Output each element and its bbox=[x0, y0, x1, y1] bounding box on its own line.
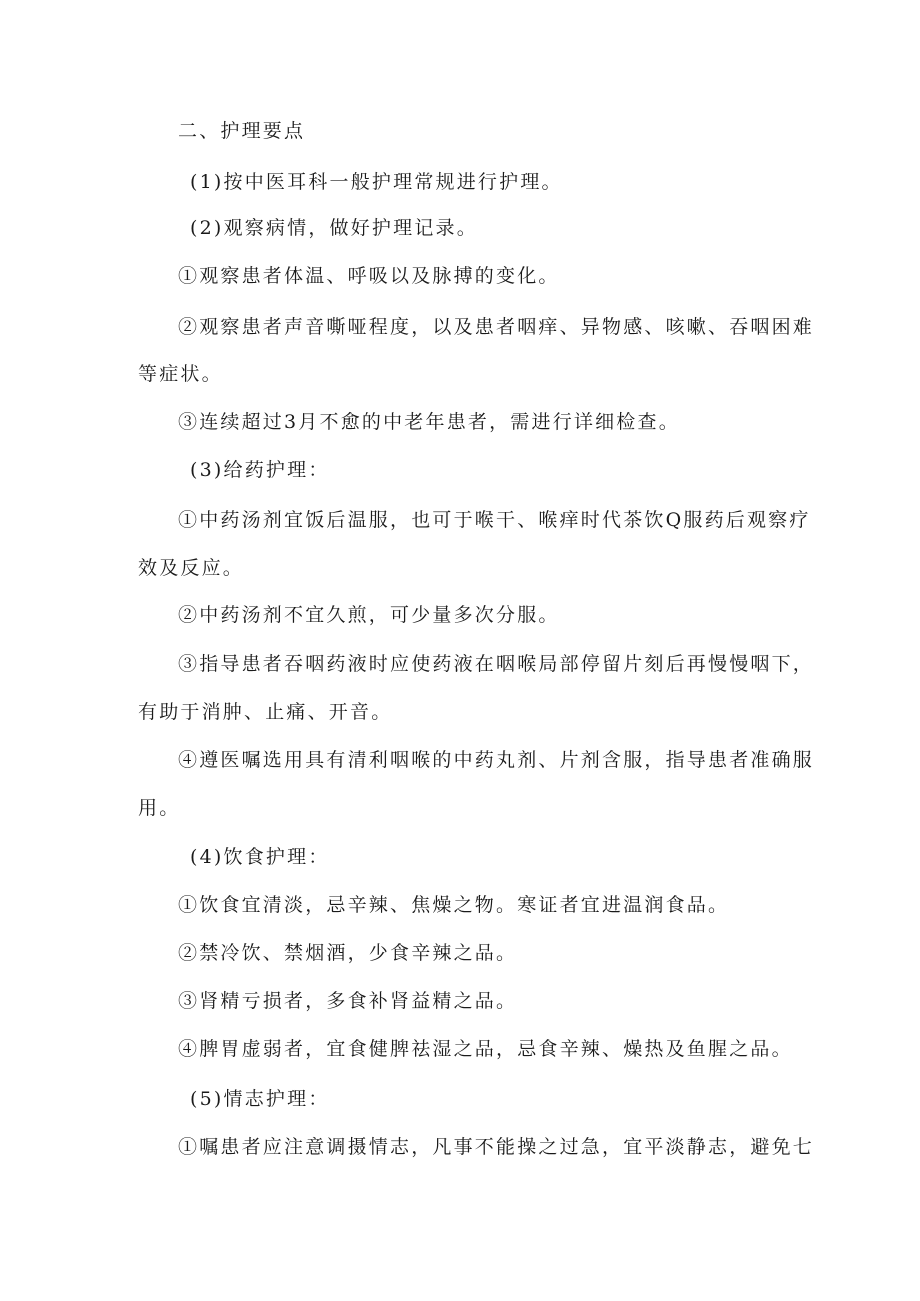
paragraph-line: (3)给药护理： bbox=[190, 459, 330, 481]
paragraph-line: (4)饮食护理： bbox=[190, 846, 330, 868]
paragraph-line: ②中药汤剂不宜久煎，可少量多次分服。 bbox=[178, 604, 560, 626]
paragraph-line: 等症状。 bbox=[138, 363, 223, 385]
paragraph-line: ③肾精亏损者，多食补肾益精之品。 bbox=[178, 990, 518, 1012]
paragraph-line: 有助于消肿、止痛、开音。 bbox=[138, 701, 393, 723]
paragraph-line: (1)按中医耳科一般护理常规进行护理。 bbox=[190, 171, 563, 193]
paragraph-line: ①饮食宜清淡，忌辛辣、焦燥之物。寒证者宜进温润食品。 bbox=[178, 894, 730, 916]
paragraph-line: 效及反应。 bbox=[138, 557, 245, 579]
paragraph-line: ④遵医嘱选用具有清利咽喉的中药丸剂、片剂含服，指导患者准确服 bbox=[178, 749, 815, 771]
paragraph-line: ④脾胃虚弱者，宜食健脾祛湿之品，忌食辛辣、燥热及鱼腥之品。 bbox=[178, 1038, 793, 1060]
paragraph-line: ②禁冷饮、禁烟酒，少食辛辣之品。 bbox=[178, 942, 518, 964]
section-heading: 二、护理要点 bbox=[178, 120, 306, 142]
paragraph-line: (5)情志护理： bbox=[190, 1088, 330, 1110]
paragraph-line: (2)观察病情，做好护理记录。 bbox=[190, 217, 478, 239]
paragraph-line: ①中药汤剂宜饭后温服，也可于喉干、喉痒时代茶饮Q服药后观察疗 bbox=[178, 509, 811, 531]
paragraph-line: ③连续超过3月不愈的中老年患者，需进行详细检查。 bbox=[178, 411, 680, 433]
paragraph-line: ①观察患者体温、呼吸以及脉搏的变化。 bbox=[178, 265, 560, 287]
paragraph-line: 用。 bbox=[138, 797, 181, 819]
paragraph-line: ①嘱患者应注意调摄情志，凡事不能操之过急，宜平淡静志，避免七 bbox=[178, 1136, 815, 1158]
paragraph-line: ②观察患者声音嘶哑程度，以及患者咽痒、异物感、咳嗽、吞咽困难 bbox=[178, 316, 815, 338]
paragraph-line: ③指导患者吞咽药液时应使药液在咽喉局部停留片刻后再慢慢咽下， bbox=[178, 653, 815, 675]
